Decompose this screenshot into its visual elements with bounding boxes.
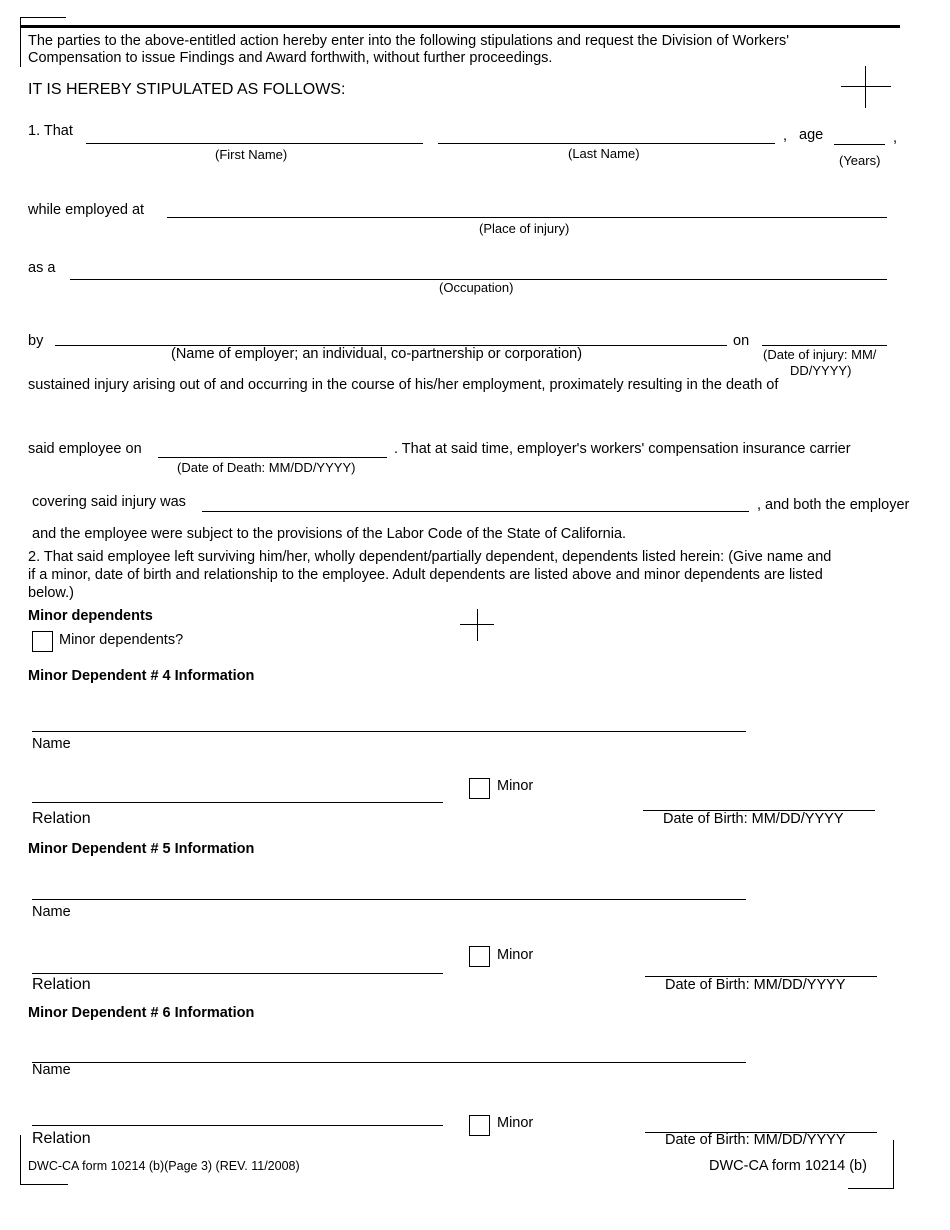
date-of-injury-field[interactable]: [762, 345, 887, 346]
dependent-4-name-field[interactable]: [32, 731, 746, 732]
item2-line-1: 2. That said employee left surviving him/her, wholly dependent/partially dependent, dependents listed herein: (Give name and: [28, 549, 832, 565]
dependent-6-relation-field[interactable]: [32, 1125, 443, 1126]
dependent-5-title: Minor Dependent # 5 Information: [28, 841, 255, 857]
carrier-text: . That at said time, employer's workers' compensation insurance carrier: [394, 441, 851, 457]
covering-label: covering said injury was: [32, 494, 186, 510]
dependent-4-minor-label: Minor: [497, 778, 534, 794]
corner-mark-bottom-right-h: [848, 1188, 894, 1189]
dependent-5-minor-checkbox[interactable]: [469, 946, 490, 967]
place-of-injury-caption: (Place of injury): [479, 221, 570, 236]
dependent-4-relation-field[interactable]: [32, 802, 443, 803]
both-employer-text: , and both the employer: [757, 497, 910, 513]
intro-line-1: The parties to the above-entitled action hereby enter into the following stipulations and request the Division of Workers': [28, 33, 789, 49]
as-a-label: as a: [28, 260, 56, 276]
crosshair-top-right-v: [865, 66, 866, 108]
dependent-4-title: Minor Dependent # 4 Information: [28, 668, 255, 684]
page-heading: IT IS HEREBY STIPULATED AS FOLLOWS:: [28, 81, 346, 98]
dependent-4-relation-label: Relation: [32, 810, 91, 827]
item2-line-2: if a minor, date of birth and relationship to the employee. Adult dependents are listed above and minor dependents are listed: [28, 567, 823, 583]
name-comma: ,: [783, 128, 788, 144]
insurance-carrier-field[interactable]: [202, 511, 749, 512]
age-label: age: [799, 127, 824, 143]
dependent-6-name-field[interactable]: [32, 1062, 746, 1063]
corner-mark-top-left-h: [20, 17, 66, 18]
crosshair-top-right-h: [841, 86, 891, 87]
years-caption: (Years): [839, 153, 881, 168]
dependent-4-name-label: Name: [32, 736, 71, 752]
footer-form-name: DWC-CA form 10214 (b): [709, 1158, 867, 1174]
said-employee-label: said employee on: [28, 441, 142, 457]
age-field[interactable]: [834, 144, 885, 145]
date-of-injury-caption-2: DD/YYYY): [790, 363, 852, 378]
dependent-6-minor-label: Minor: [497, 1115, 534, 1131]
by-label: by: [28, 333, 44, 349]
labor-code-text: and the employee were subject to the provisions of the Labor Code of the State of California.: [32, 526, 627, 542]
place-of-injury-field[interactable]: [167, 217, 887, 218]
dependent-5-name-label: Name: [32, 904, 71, 920]
crosshair-middle-h: [460, 624, 494, 625]
age-comma: ,: [893, 130, 898, 146]
last-name-caption: (Last Name): [568, 146, 640, 161]
first-name-caption: (First Name): [215, 147, 288, 162]
employed-at-label: while employed at: [28, 202, 145, 218]
first-name-field[interactable]: [86, 143, 423, 144]
dependent-6-title: Minor Dependent # 6 Information: [28, 1005, 255, 1021]
date-of-death-caption: (Date of Death: MM/DD/YYYY): [177, 460, 356, 475]
occupation-caption: (Occupation): [439, 280, 514, 295]
sustained-injury-text: sustained injury arising out of and occurring in the course of his/her employment, proximately resulting in the death of: [28, 377, 779, 393]
minor-dependents-label: Minor dependents?: [59, 632, 184, 648]
item2-line-3: below.): [28, 585, 74, 601]
intro-line-2: Compensation to issue Findings and Award forthwith, without further proceedings.: [28, 50, 553, 66]
dependent-6-dob-label: Date of Birth: MM/DD/YYYY: [665, 1132, 846, 1148]
footer-form-id: DWC-CA form 10214 (b)(Page 3) (REV. 11/2008): [28, 1159, 300, 1173]
dependent-6-minor-checkbox[interactable]: [469, 1115, 490, 1136]
corner-mark-bottom-left-h: [20, 1184, 68, 1185]
date-of-injury-caption-1: (Date of injury: MM/: [763, 347, 877, 362]
dependent-6-name-label: Name: [32, 1062, 71, 1078]
minor-dependents-checkbox[interactable]: [32, 631, 53, 652]
employer-caption: (Name of employer; an individual, co-partnership or corporation): [171, 346, 583, 362]
dependent-4-minor-checkbox[interactable]: [469, 778, 490, 799]
dependent-4-dob-label: Date of Birth: MM/DD/YYYY: [663, 811, 844, 827]
on-label: on: [733, 333, 750, 349]
dependent-5-dob-label: Date of Birth: MM/DD/YYYY: [665, 977, 846, 993]
dependent-5-minor-label: Minor: [497, 947, 534, 963]
minor-dependents-title: Minor dependents: [28, 608, 153, 624]
dependent-5-relation-field[interactable]: [32, 973, 443, 974]
crosshair-middle-v: [477, 609, 478, 641]
dependent-6-relation-label: Relation: [32, 1130, 91, 1147]
last-name-field[interactable]: [438, 143, 775, 144]
corner-mark-top-left-v: [20, 17, 21, 67]
corner-mark-bottom-right-v: [893, 1140, 894, 1189]
corner-mark-bottom-left-v: [20, 1135, 21, 1185]
dependent-5-relation-label: Relation: [32, 976, 91, 993]
item1-prefix: 1. That: [28, 123, 73, 139]
dependent-5-name-field[interactable]: [32, 899, 746, 900]
date-of-death-field[interactable]: [158, 457, 387, 458]
top-border: [20, 25, 900, 28]
